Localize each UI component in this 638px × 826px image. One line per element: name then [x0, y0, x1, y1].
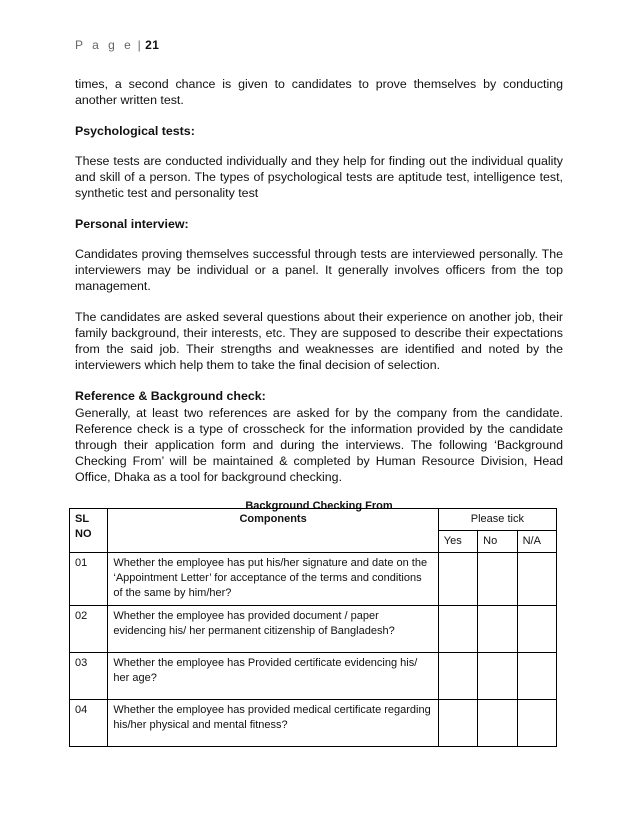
table-row	[70, 553, 557, 606]
background-checking-table	[69, 508, 557, 747]
row-component: Whether the employee has provided medical certificate regarding his/her physical and mental fitness?	[108, 700, 438, 747]
tick-yes-cell[interactable]	[438, 553, 477, 606]
reference-check-heading: Reference & Background check:	[75, 389, 266, 403]
header-na: N/A	[517, 531, 556, 553]
table-row	[70, 700, 557, 747]
page-number: 21	[145, 38, 160, 52]
row-sl: 03	[70, 653, 108, 700]
table-title: Background Checking From	[245, 500, 393, 512]
tick-no-cell[interactable]	[478, 606, 517, 653]
page-header	[75, 38, 159, 52]
reference-check-paragraph: Generally, at least two references are asked for by the company from the candidate. Reference check is a type of crosscheck for the information provided by the candidate through their application form and during the interviews. The following ‘Background Checking From’ will be maintained & completed by Human Resource Division, Head Office, Dhaka as a tool for background checking.	[75, 406, 563, 484]
header-no: No	[478, 531, 517, 553]
psychological-tests-heading: Psychological tests:	[75, 124, 195, 138]
table-row	[70, 606, 557, 653]
tick-na-cell[interactable]	[517, 606, 556, 653]
tick-yes-cell[interactable]	[438, 653, 477, 700]
header-please-tick: Please tick	[438, 509, 556, 531]
tick-na-cell[interactable]	[517, 553, 556, 606]
row-sl: 04	[70, 700, 108, 747]
row-component: Whether the employee has Provided certificate evidencing his/ her age?	[108, 653, 438, 700]
table-header-row	[70, 509, 557, 531]
page-label: P a g e	[75, 38, 134, 52]
personal-interview-paragraph-1: Candidates proving themselves successful through tests are interviewed personally. The interviewers may be individual or a panel. It generally involves officers from the top management.	[75, 247, 563, 293]
header-sl-no: SL NO	[70, 509, 108, 553]
row-sl: 02	[70, 606, 108, 653]
personal-interview-paragraph-2: The candidates are asked several questions about their experience on another job, their family background, their interests, etc. They are supposed to describe their expectations from the said job. Their strengths and weaknesses are identified and noted by the interviewers which help them to take the final decision of selection.	[75, 310, 563, 372]
page-separator: |	[137, 38, 142, 52]
tick-no-cell[interactable]	[478, 553, 517, 606]
psychological-tests-paragraph: These tests are conducted individually and they help for finding out the individual quality and skill of a person. The types of psychological tests are aptitude test, intelligence test, synthetic test and personality test	[75, 154, 563, 200]
document-body	[75, 76, 563, 527]
row-component: Whether the employee has put his/her signature and date on the ‘Appointment Letter’ for acceptance of the terms and conditions of the same by him/her?	[108, 553, 438, 606]
tick-no-cell[interactable]	[478, 700, 517, 747]
header-components: Components	[108, 509, 438, 553]
header-yes: Yes	[438, 531, 477, 553]
tick-na-cell[interactable]	[517, 700, 556, 747]
personal-interview-heading: Personal interview:	[75, 217, 189, 231]
intro-paragraph: times, a second chance is given to candidates to prove themselves by conducting another written test.	[75, 77, 563, 107]
tick-yes-cell[interactable]	[438, 700, 477, 747]
row-sl: 01	[70, 553, 108, 606]
tick-yes-cell[interactable]	[438, 606, 477, 653]
tick-no-cell[interactable]	[478, 653, 517, 700]
table-row	[70, 653, 557, 700]
tick-na-cell[interactable]	[517, 653, 556, 700]
row-component: Whether the employee has provided document / paper evidencing his/ her permanent citizenship of Bangladesh?	[108, 606, 438, 653]
